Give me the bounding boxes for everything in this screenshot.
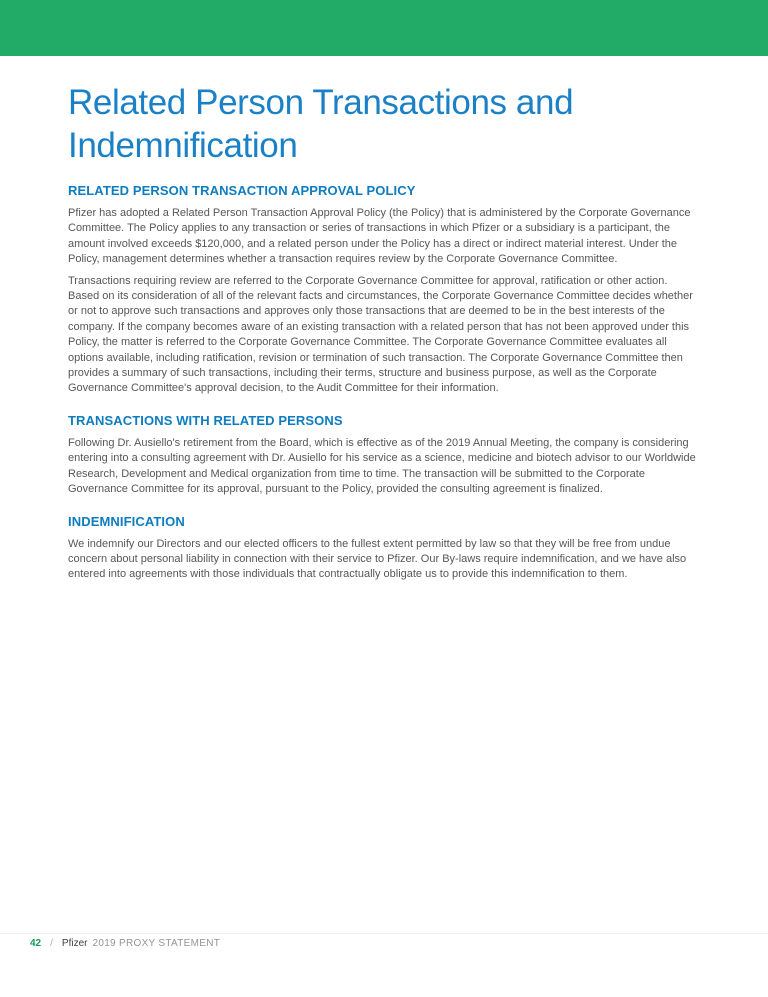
section-heading-transactions-with-related-persons: TRANSACTIONS WITH RELATED PERSONS	[68, 412, 343, 428]
section-transactions-with-related-persons	[68, 413, 701, 498]
section-heading-approval-policy: RELATED PERSON TRANSACTION APPROVAL POLICY	[68, 183, 416, 198]
footer-separator: /	[50, 938, 53, 949]
footer-document-label: 2019 PROXY STATEMENT	[92, 938, 221, 949]
page-content	[68, 56, 701, 589]
section-related-person-transaction-approval-policy	[68, 183, 701, 397]
footer-brand: Pfizer	[61, 938, 88, 949]
top-banner	[0, 0, 768, 56]
footer-page-number: 42	[30, 938, 42, 949]
page-title: Related Person Transactions and Indemnification	[68, 83, 574, 165]
section-heading-indemnification: INDEMNIFICATION	[68, 513, 185, 529]
paragraph: Pfizer has adopted a Related Person Transaction Approval Policy (the Policy) that is administered by the Corporate Governance Committee. The Policy applies to any transaction or series of transactions in which Pfizer or a subsidiary is a participant, the amount involved exceeds $120,000, and a related person under the Policy has a direct or indirect material interest. Under the Policy, management determines whether a transaction requires review by the Corporate Governance Committee.	[68, 207, 691, 266]
paragraph: Following Dr. Ausiello's retirement from the Board, which is effective as of the 2019 Annual Meeting, the company is considering entering into a consulting agreement with Dr. Ausiello for his service as a science, medicine and biotech advisor to our Worldwide Research, Development and Medical organization from time to time. The transaction will be submitted to the Corporate Governance Committee for its approval, pursuant to the Policy, provided the consulting agreement is finalized.	[68, 436, 696, 496]
section-indemnification	[68, 514, 701, 583]
paragraph: We indemnify our Directors and our elected officers to the fullest extent permitted by law so that they will be free from undue concern about personal liability in connection with their service to Pfizer. Our By-laws require indemnification, and we have also entered into agreements with those individuals that contractually obligate us to provide this indemnification to them.	[68, 537, 687, 581]
footer-rule	[0, 933, 768, 934]
page-footer	[30, 938, 220, 950]
paragraph: Transactions requiring review are referred to the Corporate Governance Committee for approval, ratification or other action. Based on its consideration of all of the relevant facts and circumstances, the Corporate Governance Committee decides whether or not to approve such transactions and approves only those transactions that are deemed to be in the best interests of the company. If the company becomes aware of an existing transaction with a related person that has not been approved under this Policy, the matter is referred to the Corporate Governance Committee. The Corporate Governance Committee evaluates all options available, including ratification, revision or termination of such transaction. The Corporate Governance Committee then provides a summary of such transactions, including their terms, structure and business purpose, as well as the Corporate Governance Committee's approval decision, to the Audit Committee for their information.	[68, 274, 693, 395]
